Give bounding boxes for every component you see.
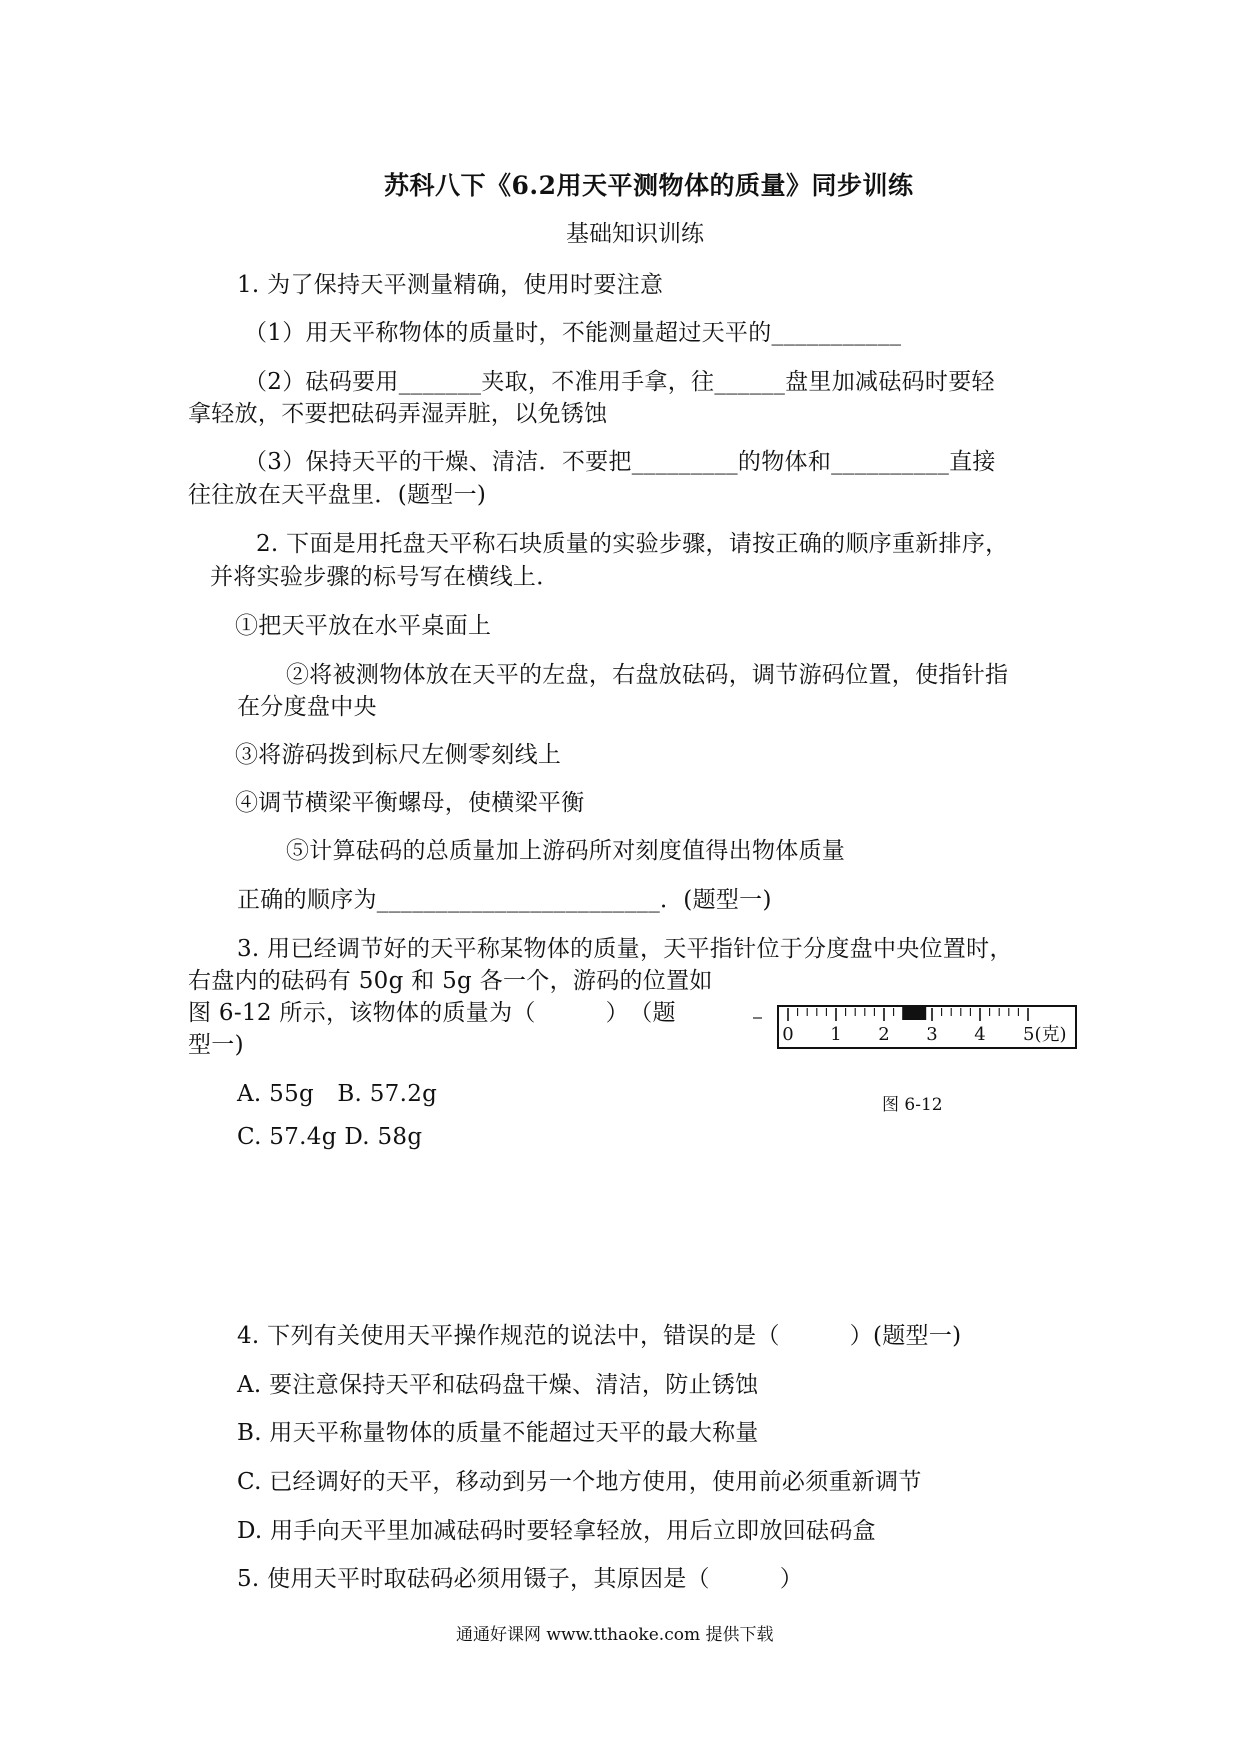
q4-option-c: C. 已经调好的天平，移动到另一个地方使用，使用前必须重新调节: [237, 1469, 922, 1495]
rider-weight: [902, 1006, 926, 1020]
q3-options-cd: C. 57.4g D. 58g: [237, 1124, 423, 1150]
q1-part-2-line2: 拿轻放，不要把砝码弄湿弄脏，以免锈蚀: [188, 401, 608, 427]
q3-line-3: 图 6-12 所示，该物体的质量为（ ） （题: [188, 1000, 676, 1026]
q2-answer-line: 正确的顺序为________________________．(题型一): [237, 887, 772, 913]
rider-scale-figure: [750, 995, 1090, 1065]
section-heading: 基础知识训练: [566, 221, 704, 247]
q4-option-a: A. 要注意保持天平和砝码盘干燥、清洁，防止锈蚀: [237, 1372, 759, 1398]
tick-label-3: 3: [926, 1024, 938, 1045]
q4-stem: 4. 下列有关使用天平操作规范的说法中，错误的是（ ）(题型一): [237, 1323, 962, 1349]
q2-step-3: ③将游码拨到标尺左侧零刻线上: [235, 742, 562, 768]
q1-part-1: （1）用天平称物体的质量时，不能测量超过天平的___________: [244, 320, 902, 346]
q2-step-5: ⑤计算砝码的总质量加上游码所对刻度值得出物体质量: [286, 838, 846, 864]
figure-caption: 图 6-12: [882, 1095, 943, 1115]
q1-part-3-line2: 往往放在天平盘里．(题型一): [188, 482, 487, 508]
tick-label-1: 1: [830, 1024, 842, 1045]
tick-label-2: 2: [878, 1024, 890, 1045]
tick-label-5: 5(克): [1023, 1024, 1067, 1045]
q3-line-1: 3. 用已经调节好的天平称某物体的质量，天平指针位于分度盘中央位置时，: [237, 936, 1013, 962]
q1-part-2-line1: （2）砝码要用_______夹取，不准用手拿，往______盘里加减砝码时要轻: [244, 369, 995, 395]
q2-step-1: ①把天平放在水平桌面上: [235, 613, 492, 639]
q3-line-2: 右盘内的砝码有 50g 和 5g 各一个，游码的位置如: [188, 968, 713, 994]
q2-step-2-line1: ②将被测物体放在天平的左盘，右盘放砝码，调节游码位置，使指针指: [286, 662, 1009, 688]
q5-stem: 5. 使用天平时取砝码必须用镊子，其原因是（ ）: [237, 1566, 804, 1592]
q4-option-d: D. 用手向天平里加减砝码时要轻拿轻放，用后立即放回砝码盒: [237, 1518, 876, 1544]
q3-options-ab: A. 55g B. 57.2g: [237, 1081, 438, 1107]
q1-part-3-line1: （3）保持天平的干燥、清洁．不要把_________的物体和__________直接: [244, 449, 996, 475]
q3-line-4: 型一): [188, 1032, 244, 1058]
q2-step-4: ④调节横梁平衡螺母，使横梁平衡: [235, 790, 585, 816]
q2-stem-line2: 并将实验步骤的标号写在横线上．: [210, 564, 560, 590]
page-title: 苏科八下《6.2用天平测物体的质量》同步训练: [384, 171, 914, 200]
q1-stem: 1. 为了保持天平测量精确，使用时要注意: [237, 272, 664, 298]
tick-label-4: 4: [974, 1024, 986, 1045]
q4-option-b: B. 用天平称量物体的质量不能超过天平的最大称量: [237, 1420, 759, 1446]
q2-step-2-line2: 在分度盘中央: [237, 694, 377, 720]
tick-label-0: 0: [782, 1024, 794, 1045]
q2-stem-line1: 2. 下面是用托盘天平称石块质量的实验步骤，请按正确的顺序重新排序，: [256, 531, 1009, 557]
page-footer: 通通好课网 www.tthaoke.com 提供下载: [456, 1625, 774, 1645]
